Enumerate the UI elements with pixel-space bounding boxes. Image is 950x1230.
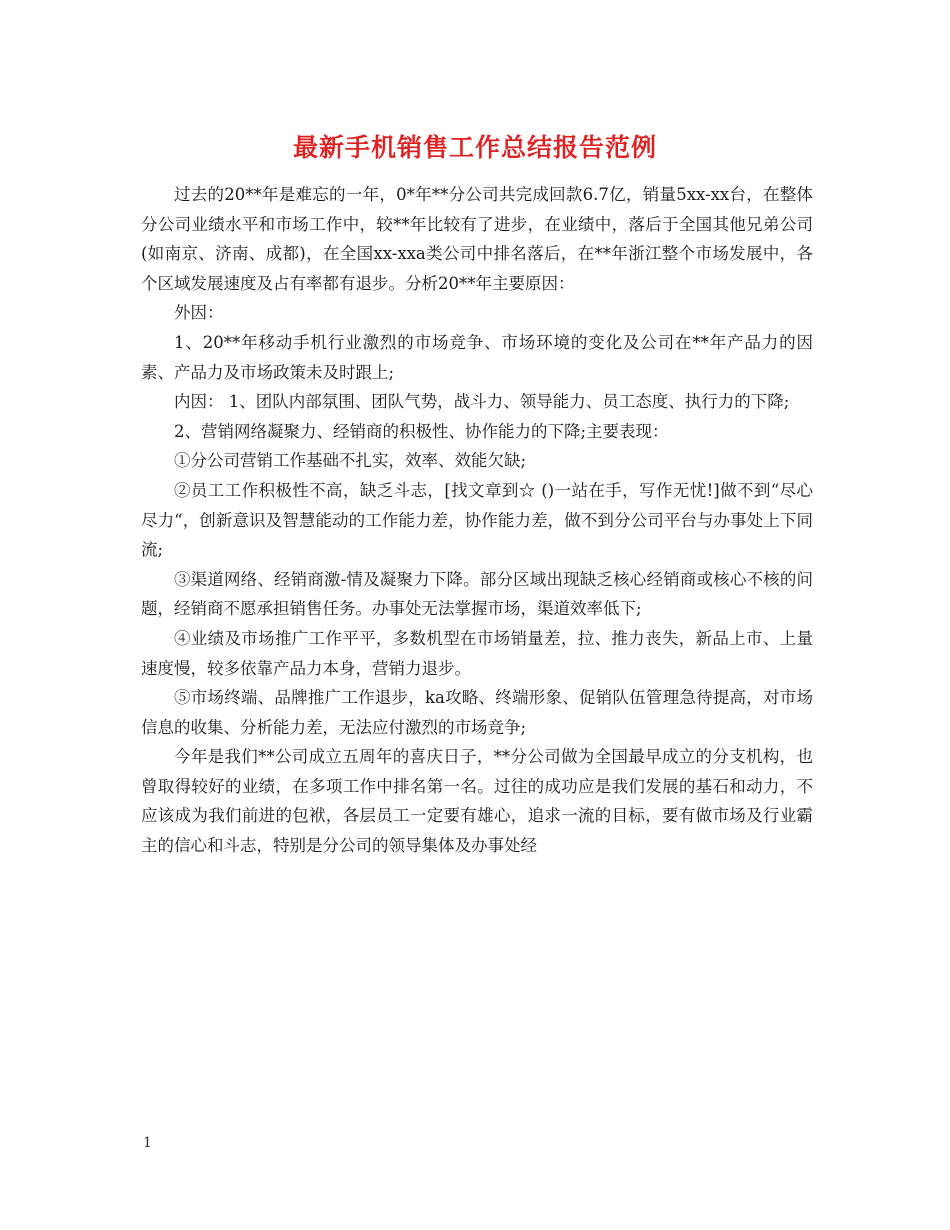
paragraph-point-1: ①分公司营销工作基础不扎实，效率、效能欠缺; — [174, 451, 527, 471]
paragraph-anniversary: 今年是我们**公司成立五周年的喜庆日子，**分公司做为全国最早成立的分支机构，也曾取得较好的业绩，在多项工作中排名第一名。过往的成功应是我们发展的基石和动力，不应该成为我们前进的包袱，各层员工一定要有雄心，追求一流的目标，要有做市场及行业霸主的信心和斗志，特别是分公司的领导集体及办事处经 — [141, 747, 813, 856]
paragraph-point-2: ②员工工作积极性不高，缺乏斗志，[找文章到☆ ()一站在手，写作无忧!]做不到“尽心尽力“，创新意识及智慧能动的工作能力差，协作能力差，做不到分公司平台与办事处上下同流; — [141, 480, 813, 560]
document-title: 最新手机销售工作总结报告范例 — [292, 133, 657, 162]
paragraph-point-5: ⑤市场终端、品牌推广工作退步，ka攻略、终端形象、促销队伍管理急待提高，对市场信息的收集、分析能力差，无法应付激烈的市场竞争; — [141, 688, 813, 737]
paragraph-external-cause-1: 1、20**年移动手机行业激烈的市场竞争、市场环境的变化及公司在**年产品力的因素、产品力及市场政策未及时跟上; — [141, 332, 813, 382]
paragraph-internal-cause-2: 2、营销网络凝聚力、经销商的积极性、协作能力的下降;主要表现： — [174, 421, 669, 441]
paragraph-external-causes-heading: 外因： — [174, 303, 224, 323]
paragraph-point-3: ③渠道网络、经销商激-情及凝聚力下降。部分区域出现缺乏核心经销商或核心不核的问题，经销商不愿承担销售任务。办事处无法掌握市场，渠道效率低下; — [141, 569, 813, 619]
page-number: 1 — [143, 1135, 152, 1151]
paragraph-point-4: ④业绩及市场推广工作平平，多数机型在市场销量差，拉、推力丧失，新品上市、上量速度慢，较多依靠产品力本身，营销力退步。 — [141, 628, 813, 678]
paragraph-intro: 过去的20**年是难忘的一年，0*年**分公司共完成回款6.7亿，销量5xx-xx台，在整体分公司业绩水平和市场工作中，较**年比较有了进步，在业绩中，落后于全国其他兄弟公司(如南京、济南、成都)，在全国xx-xxa类公司中排名落后，在**年浙江整个市场发展中，各个区域发展速度及占有率都有退步。分析20**年主要原因： — [141, 185, 813, 293]
paragraph-internal-cause-1: 内因： 1、团队内部氛围、团队气势，战斗力、领导能力、员工态度、执行力的下降; — [174, 392, 790, 412]
document-body — [141, 180, 813, 861]
